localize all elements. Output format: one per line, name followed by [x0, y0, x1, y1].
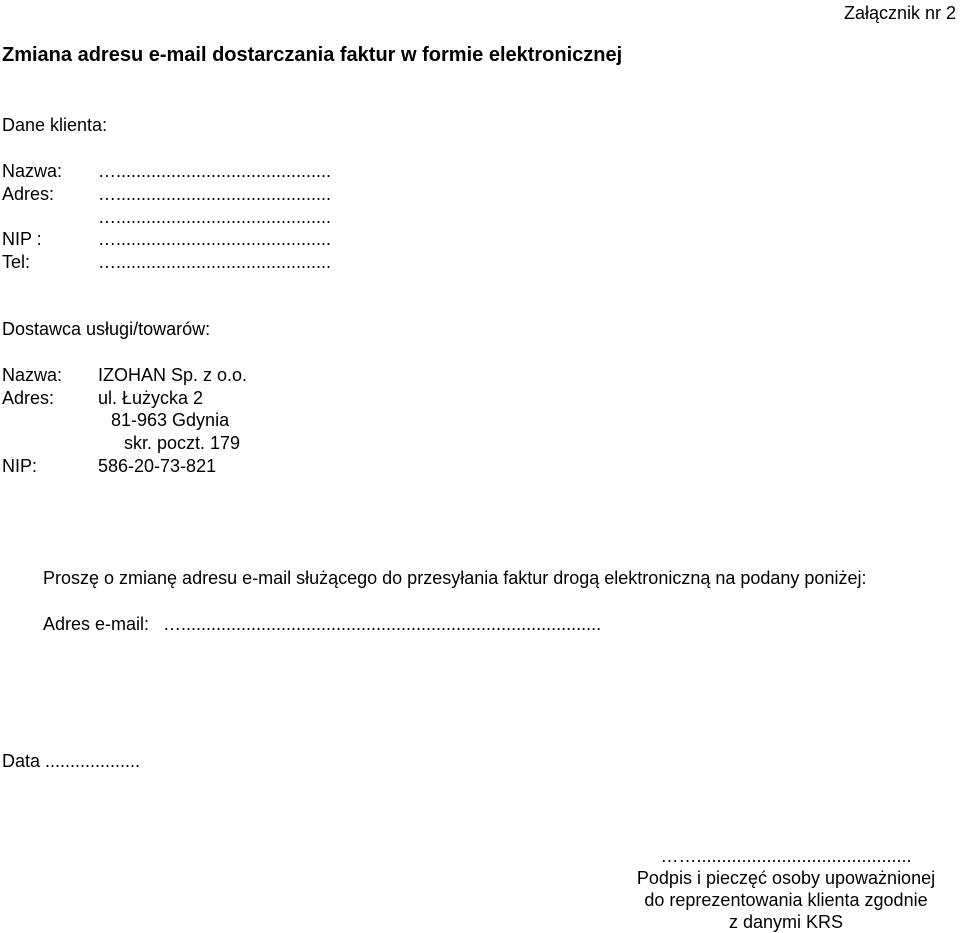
client-name-field[interactable]: …...........................................	[98, 161, 332, 181]
signature-block	[616, 845, 956, 933]
client-section-label: Dane klienta:	[2, 115, 108, 135]
supplier-address-line-2: 81-963 Gdynia	[111, 410, 230, 430]
supplier-name-value: IZOHAN Sp. z o.o.	[98, 365, 248, 385]
client-tel-label: Tel:	[2, 252, 31, 272]
email-label: Adres e-mail:	[43, 614, 150, 634]
date-field[interactable]: Data ...................	[2, 751, 141, 771]
signature-caption-line-3: z danymi KRS	[728, 912, 844, 932]
supplier-address-label: Adres:	[2, 388, 55, 408]
client-address-label: Adres:	[2, 184, 55, 204]
signature-caption-line-2: do reprezentowania klienta zgodnie	[644, 890, 928, 910]
signature-caption-line-1: Podpis i pieczęć osoby upoważnionej	[636, 868, 936, 888]
client-name-label: Nazwa:	[2, 161, 63, 181]
supplier-name-label: Nazwa:	[2, 365, 63, 385]
client-address-field-2[interactable]: …...........................................	[98, 207, 332, 227]
supplier-address-line-3: skr. poczt. 179	[124, 433, 241, 453]
request-text: Proszę o zmianę adresu e-mail służącego do przesyłania faktur drogą elektroniczną na podany poniżej:	[43, 568, 867, 588]
client-address-field-1[interactable]: …...........................................	[98, 184, 332, 204]
attachment-label: Załącznik nr 2	[843, 3, 956, 23]
page-title: Zmiana adresu e-mail dostarczania faktur w formie elektronicznej	[2, 44, 623, 66]
email-field[interactable]: …....................................................................................	[163, 614, 602, 634]
client-tel-field[interactable]: …...........................................	[98, 252, 332, 272]
signature-dots[interactable]: ……...........................................	[660, 846, 912, 866]
client-nip-field[interactable]: …...........................................	[98, 229, 332, 249]
client-nip-label: NIP :	[2, 229, 42, 249]
supplier-nip-value: 586-20-73-821	[98, 456, 217, 476]
supplier-section-label: Dostawca usługi/towarów:	[2, 319, 211, 339]
supplier-nip-label: NIP:	[2, 456, 38, 476]
supplier-address-line-1: ul. Łużycka 2	[98, 388, 204, 408]
